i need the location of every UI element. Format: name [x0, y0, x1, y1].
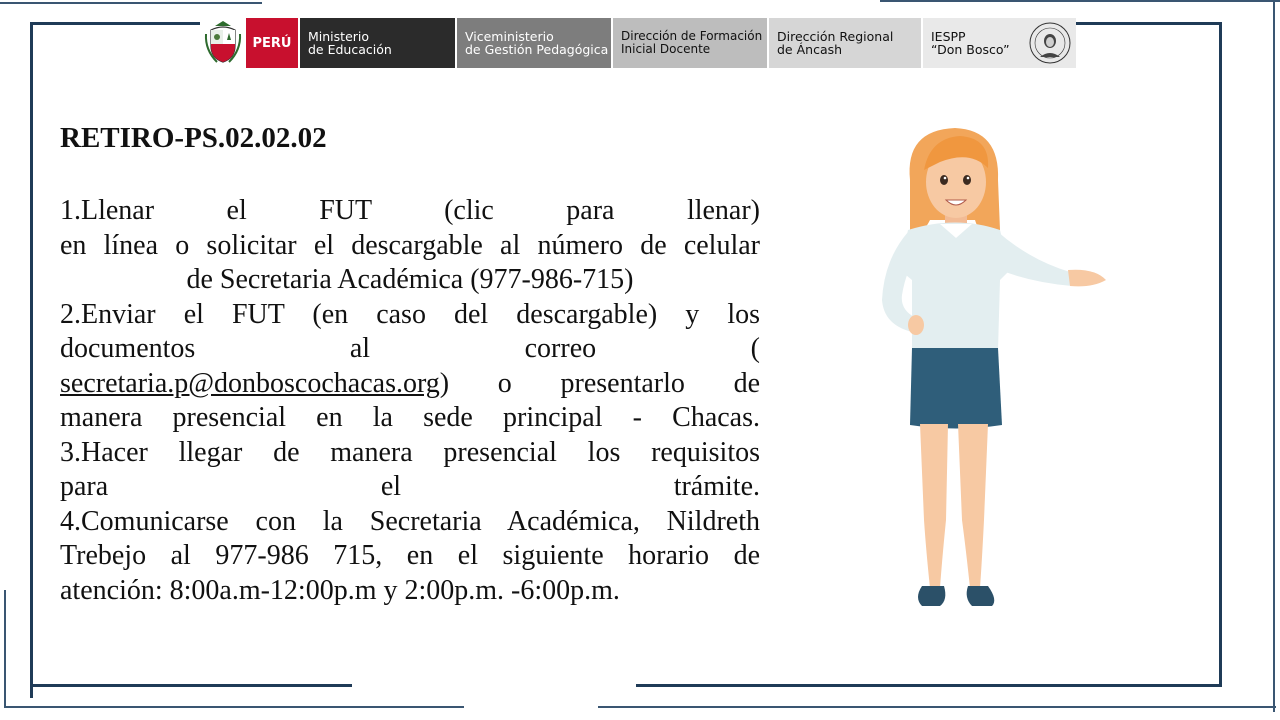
document-title: RETIRO-PS.02.02.02 — [60, 122, 327, 154]
step-4-line: 4.Comunicarse con la Secretaria Académica, Nildreth — [60, 505, 760, 537]
frame-outer-left — [4, 590, 6, 708]
step-2-line: 2.Enviar el FUT (en caso del descargable) y los — [60, 298, 760, 330]
step-4-line: Trebejo al 977-986 715, en el siguiente horario de — [60, 540, 760, 571]
frame-right — [1219, 22, 1222, 687]
step-2-email-line — [60, 367, 760, 402]
frame-outer-top-right — [880, 0, 1280, 2]
frame-outer-right — [1273, 0, 1275, 712]
step-1-line: en línea o solicitar el descargable al número de celular — [60, 229, 760, 261]
frame-outer-bottom-left — [4, 706, 464, 708]
direccion-formacion-label: Dirección de Formación Inicial Docente — [613, 18, 767, 68]
ministerio-label: Ministerio de Educación — [300, 18, 455, 68]
frame-bottom-right — [636, 684, 1222, 687]
iespp-label: IESPP “Don Bosco” — [923, 18, 1076, 68]
direccion-regional-label: Dirección Regional de Áncash — [769, 18, 921, 68]
step-1-line: 1.Llenar el FUT (clic para llenar) — [60, 195, 760, 226]
institution-logo-bar — [200, 18, 1076, 68]
step-2-line: manera presencial en la sede principal - Chacas. — [60, 402, 760, 433]
email-link[interactable]: secretaria.p@donboscochacas.org — [60, 367, 440, 399]
frame-bottom-left — [30, 684, 352, 687]
step-3-line: para el trámite. — [60, 471, 760, 502]
step-3-line: 3.Hacer llegar de manera presencial los requisitos — [60, 436, 760, 468]
peru-coat-of-arms-icon — [200, 18, 246, 68]
peru-label: PERÚ — [246, 18, 298, 68]
frame-top-left — [30, 22, 200, 25]
viceministerio-label: Viceministerio de Gestión Pedagógica — [457, 18, 611, 68]
step-2-line-tail: ) o presentarlo de — [439, 367, 760, 399]
frame-outer-top-left — [0, 2, 262, 4]
frame-top-right — [1076, 22, 1222, 25]
presenter-woman-illustration — [860, 120, 1120, 620]
step-1-line: de Secretaria Académica (977-986-715) — [186, 264, 634, 295]
frame-left — [30, 22, 33, 698]
don-bosco-seal-icon — [1028, 21, 1072, 65]
frame-outer-bottom-right — [598, 706, 1276, 708]
procedure-steps — [60, 194, 760, 608]
step-4-line: atención: 8:00a.m-12:00p.m y 2:00p.m. -6:00p.m. — [60, 574, 620, 606]
step-2-line: documentos al correo ( — [60, 333, 760, 364]
